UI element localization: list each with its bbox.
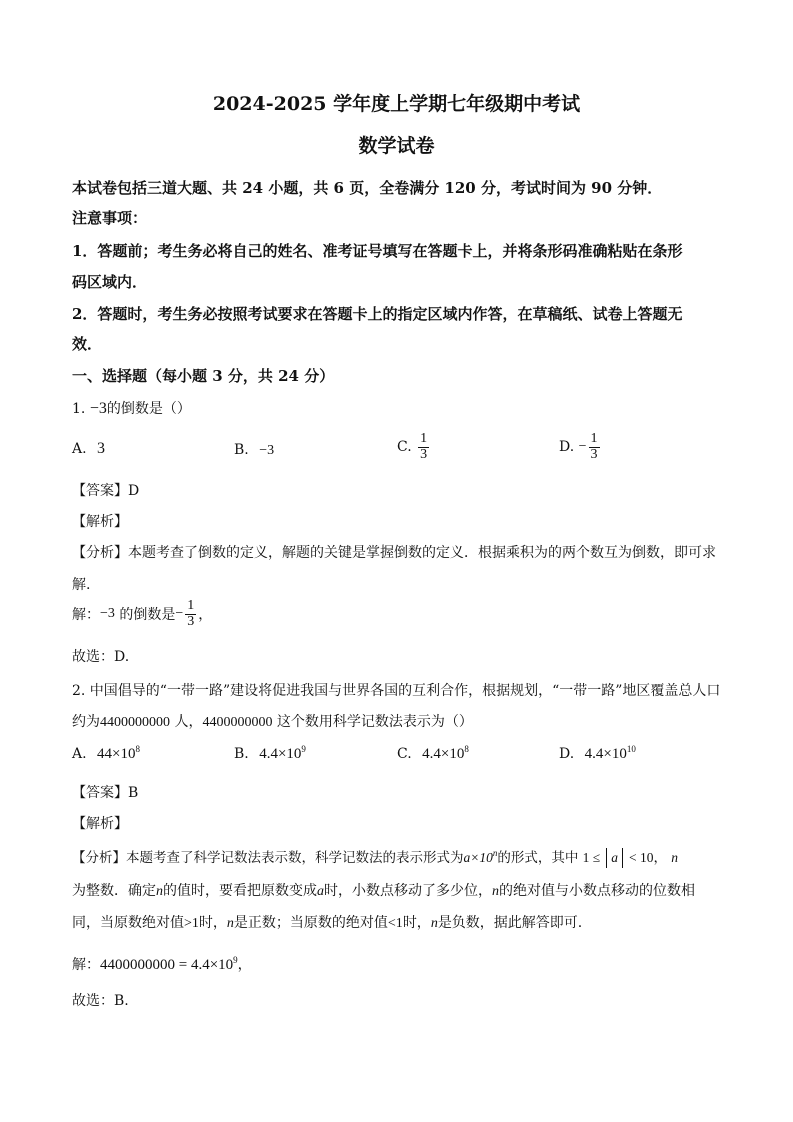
q1-analysis-line-2: 解. xyxy=(72,577,91,593)
notes-heading: 注意事项： xyxy=(72,209,148,227)
q1-option-c: C. $\frac{1}{3}$ xyxy=(397,431,428,462)
q1-solution: 解：−3 的倒数是− $\frac{1}{3}$ ， xyxy=(72,598,213,629)
absolute-value: a xyxy=(606,848,623,868)
question-2-stem-line-1: 2. 中国倡导的“一带一路”建设将促进我国与世界各国的互利合作，根据规划，“一带一路”地区覆盖总人口 xyxy=(72,683,721,699)
q1-option-d: D. − $\frac{1}{3}$ xyxy=(559,431,598,462)
question-1-stem xyxy=(72,398,191,418)
fraction: $\frac{1}{3}$ xyxy=(590,431,598,462)
q2-analysis-tag: 【解析】 xyxy=(72,816,128,832)
q2-analysis-line-1: 【分析】本题考查了科学记数法表示数，科学记数法的表示形式为$a\times 10^n$的形式，其中 1 ≤ a < 10， n xyxy=(72,848,679,866)
q2-analysis-line-2: 为整数．确定n的值时，要看把原数变成a时，小数点移动了多少位，n的绝对值与小数点移动的位数相 xyxy=(72,883,695,899)
q1-option-a: A. 3 xyxy=(72,440,106,457)
q2-option-b: B. $4.4\times 10^9$ xyxy=(234,744,306,762)
fraction: $\frac{1}{3}$ xyxy=(187,598,195,629)
stem-text: 的倒数是（） xyxy=(106,401,191,417)
q1-analysis-tag: 【解析】 xyxy=(72,514,128,530)
q1-choice: 故选：D. xyxy=(72,649,130,665)
q1-option-b: B. −3 xyxy=(234,442,275,458)
question-2-stem-line-2: 约为4400000000 人，4400000000 这个数用科学记数法表示为（） xyxy=(72,714,473,730)
note-2-line-2: 效． xyxy=(72,335,103,353)
exam-summary: 本试卷包括三道大题、共 24 小题，共 6 页，全卷满分 120 分，考试时间为 90 分钟． xyxy=(72,179,663,197)
note-2-line-1: 2．答题时，考生务必按照考试要求在答题卡上的指定区域内作答，在草稿纸、试卷上答题无 xyxy=(72,305,683,323)
q2-answer: 【答案】B xyxy=(72,785,139,801)
math-value: −3 xyxy=(89,400,107,417)
exam-title: 2024-2025 学年度上学期七年级期中考试 xyxy=(212,93,581,115)
q2-option-d: D. $4.4\times 10^{10}$ xyxy=(559,744,636,762)
section-1-heading: 一、选择题（每小题 3 分，共 24 分） xyxy=(72,367,335,385)
q2-option-c: C. $4.4\times 10^8$ xyxy=(397,744,469,762)
note-1-line-2: 码区域内． xyxy=(72,273,148,291)
q1-analysis-line-1: 【分析】本题考查了倒数的定义，解题的关键是掌握倒数的定义．根据乘积为的两个数互为倒数，即可求 xyxy=(72,545,716,561)
question-number: 1. xyxy=(72,401,86,417)
q2-solution: 解：$4400000000 = 4.4\times 10^9$， xyxy=(72,955,252,973)
exam-subtitle: 数学试卷 xyxy=(358,135,435,157)
q2-analysis-line-3: 同，当原数绝对值>1时，n是正数；当原数的绝对值<1时，n是负数，据此解答即可. xyxy=(72,915,583,931)
q1-answer: 【答案】D xyxy=(72,483,140,499)
q2-choice: 故选：B. xyxy=(72,993,129,1009)
fraction: $\frac{1}{3}$ xyxy=(420,431,428,462)
note-1-line-1: 1．答题前；考生务必将自己的姓名、准考证号填写在答题卡上，并将条形码准确粘贴在条形 xyxy=(72,242,683,260)
q2-option-a: A. $44\times 10^8$ xyxy=(72,744,140,762)
